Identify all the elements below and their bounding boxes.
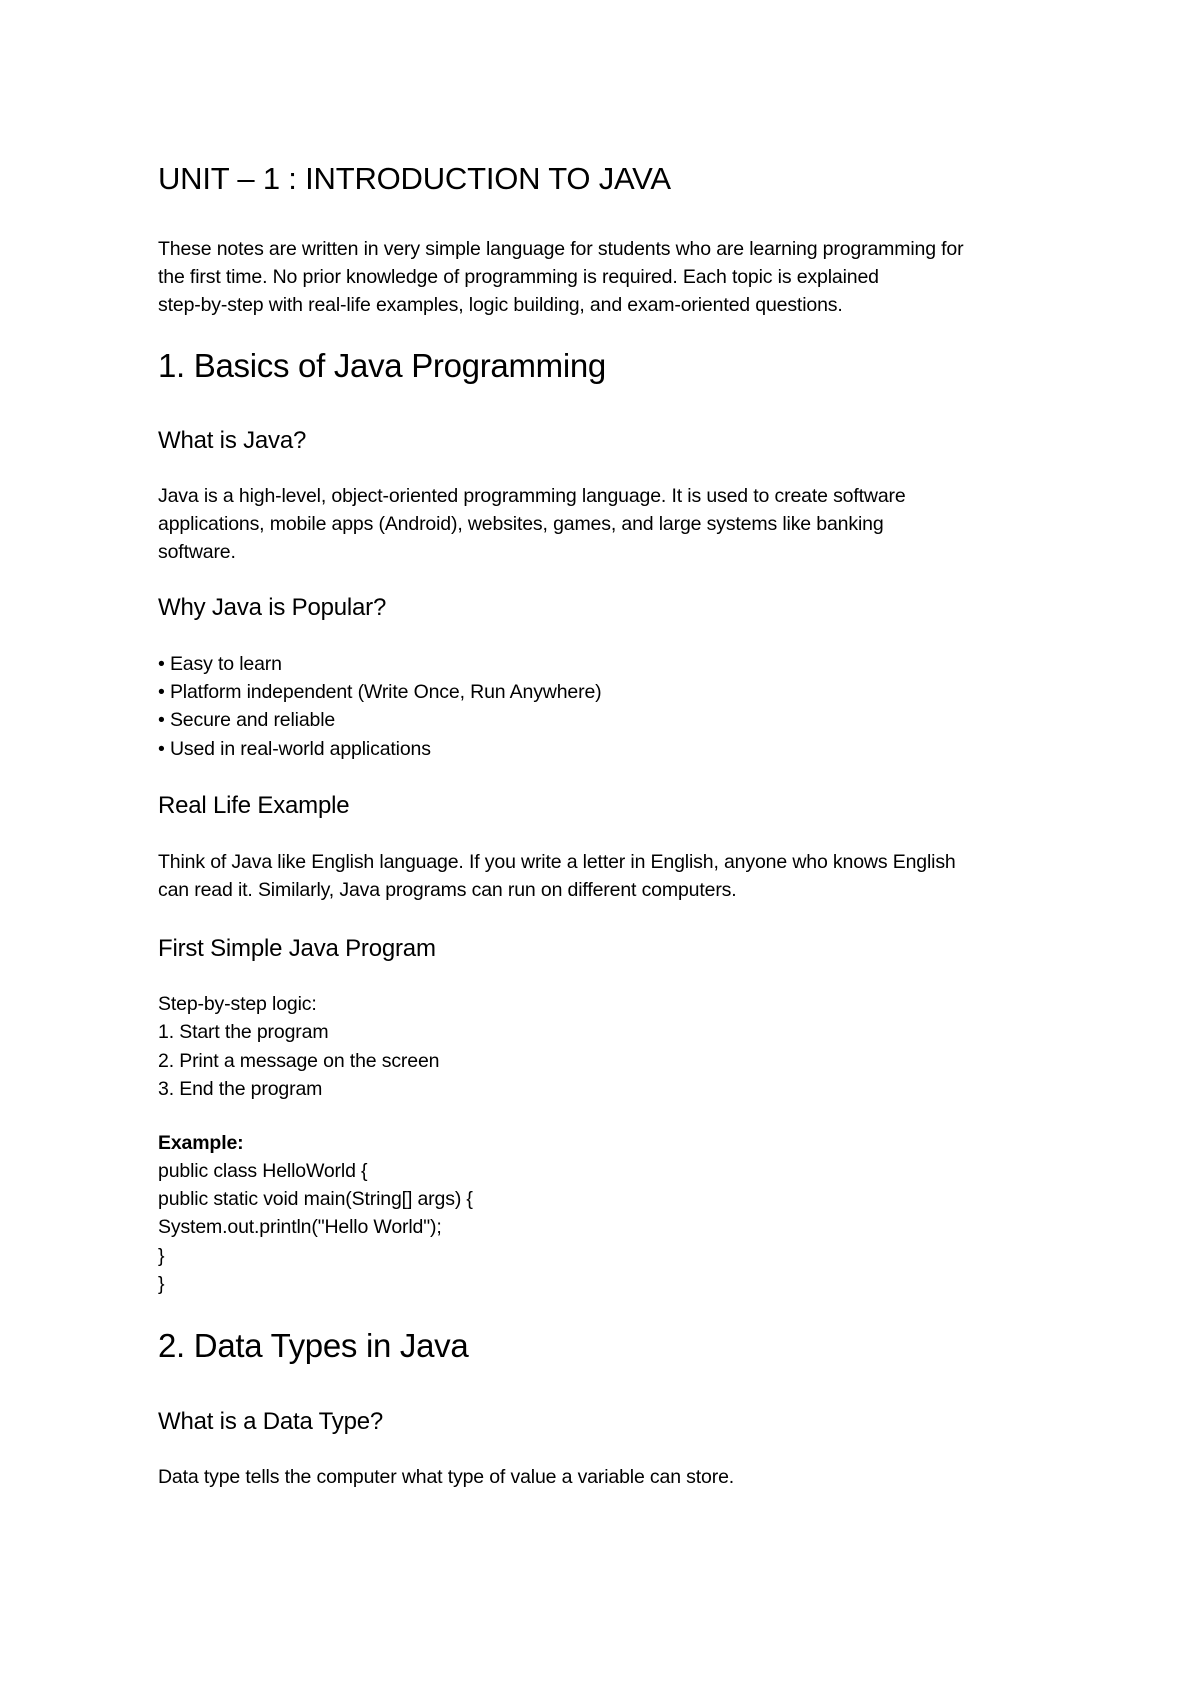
bullet-item: • Secure and reliable [158,709,336,731]
bullet-item: • Used in real-world applications [158,738,431,760]
section-heading-basics: 1. Basics of Java Programming [158,347,606,384]
intro-line: the first time. No prior knowledge of programming is required. Each topic is explained [158,266,879,288]
subheading-first-program: First Simple Java Program [158,935,436,962]
paragraph-line: Think of Java like English language. If you write a letter in English, anyone who knows English [158,851,956,873]
code-line: } [158,1273,165,1295]
paragraph-line: Java is a high-level, object-oriented programming language. It is used to create software [158,485,906,507]
subheading-what-is-data-type: What is a Data Type? [158,1408,384,1435]
subheading-what-is-java: What is Java? [158,427,307,454]
step-line: Step-by-step logic: [158,993,317,1015]
example-label: Example: [158,1132,244,1154]
intro-line: These notes are written in very simple language for students who are learning programming for [158,238,964,260]
step-line: 1. Start the program [158,1021,329,1043]
step-line: 3. End the program [158,1078,323,1100]
code-line: System.out.println("Hello World"); [158,1216,442,1238]
code-line: } [158,1245,165,1267]
bullet-item: • Platform independent (Write Once, Run Anywhere) [158,681,602,703]
bullet-item: • Easy to learn [158,653,282,675]
subheading-real-life: Real Life Example [158,792,350,819]
section-heading-data-types: 2. Data Types in Java [158,1327,469,1364]
paragraph-line: Data type tells the computer what type of value a variable can store. [158,1466,735,1488]
paragraph-line: software. [158,541,236,563]
step-line: 2. Print a message on the screen [158,1050,440,1072]
code-line: public static void main(String[] args) { [158,1188,473,1210]
subheading-why-popular: Why Java is Popular? [158,594,387,621]
paragraph-line: can read it. Similarly, Java programs can run on different computers. [158,879,737,901]
document-title: UNIT – 1 : INTRODUCTION TO JAVA [158,161,671,196]
intro-line: step-by-step with real-life examples, logic building, and exam-oriented questions. [158,294,843,316]
paragraph-line: applications, mobile apps (Android), websites, games, and large systems like banking [158,513,884,535]
code-line: public class HelloWorld { [158,1160,368,1182]
